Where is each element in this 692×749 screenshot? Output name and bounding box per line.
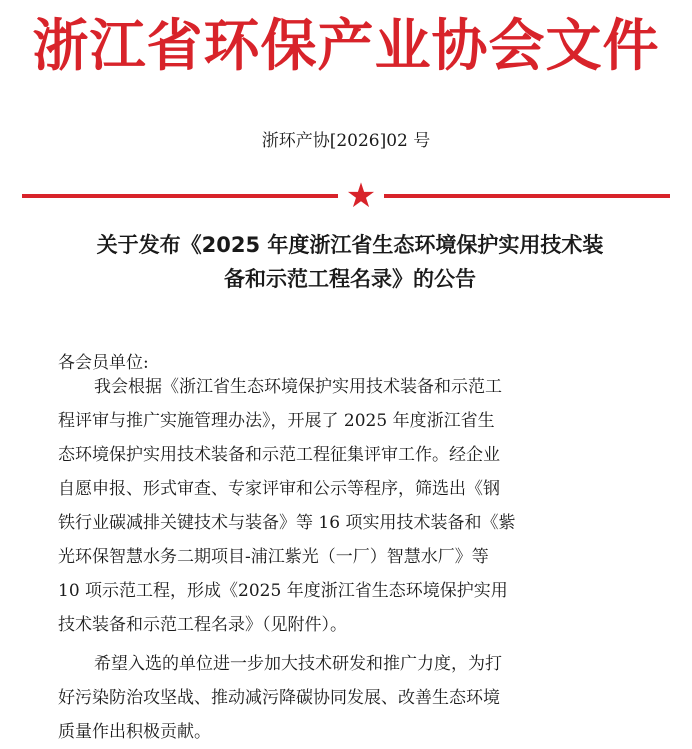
document-number: 浙环产协[2026]02 号 [261, 131, 431, 151]
paragraph-line: 10 项示范工程，形成《2025 年度浙江省生态环境保护实用 [58, 581, 508, 601]
paragraph-line: 我会根据《浙江省生态环境保护实用技术装备和示范工 [94, 377, 502, 397]
salutation: 各会员单位: [58, 353, 149, 373]
body-paragraph-2 [58, 647, 670, 749]
title-line: 备和示范工程名录》的公告 [224, 267, 476, 291]
red-divider-left [22, 194, 338, 198]
paragraph-line: 铁行业碳减排关键技术与装备》等 16 项实用技术装备和《紫 [58, 513, 516, 533]
red-star-icon: ★ [345, 176, 377, 216]
paragraph-line: 光环保智慧水务二期项目-浦江紫光（一厂）智慧水厂》等 [58, 547, 489, 567]
paragraph-line: 希望入选的单位进一步加大技术研发和推广力度，为打 [94, 654, 502, 674]
body-paragraph-1 [58, 370, 670, 642]
paragraph-line: 技术装备和示范工程名录》（见附件）。 [58, 615, 347, 635]
paragraph-line: 好污染防治攻坚战、推动减污降碳协同发展、改善生态环境 [58, 688, 500, 708]
announcement-title [30, 228, 670, 296]
paragraph-line: 程评审与推广实施管理办法》，开展了 2025 年度浙江省生 [58, 411, 495, 431]
title-line: 关于发布《2025 年度浙江省生态环境保护实用技术装 [96, 233, 604, 257]
paragraph-line: 自愿申报、形式审查、专家评审和公示等程序，筛选出《钢 [58, 479, 500, 499]
paragraph-line: 态环境保护实用技术装备和示范工程征集评审工作。经企业 [58, 445, 500, 465]
document-masthead: 浙江省环保产业协会文件 [32, 14, 660, 79]
paragraph-line: 质量作出积极贡献。 [58, 722, 211, 742]
red-divider-right [384, 194, 670, 198]
